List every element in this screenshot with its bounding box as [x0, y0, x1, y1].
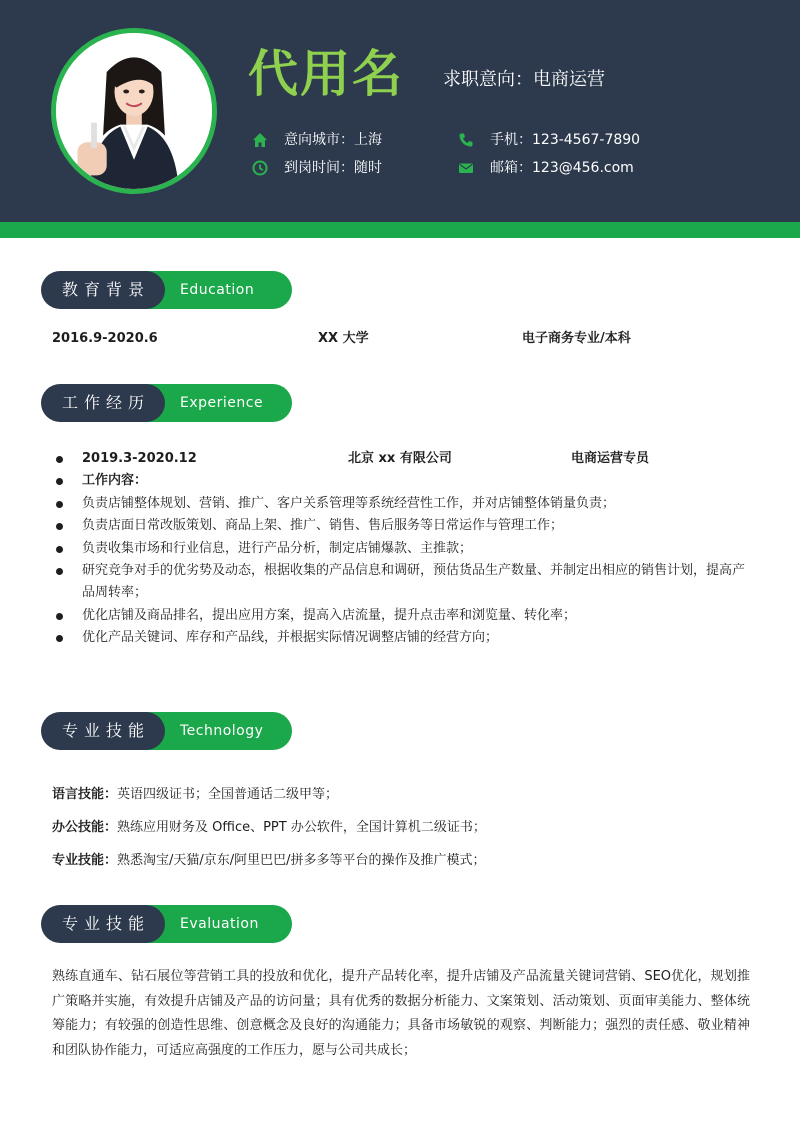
bullet-dot	[56, 568, 63, 575]
self-evaluation-text: 熟练直通车、钻石展位等营销工具的投放和优化，提升产品转化率，提升店铺及产品流量关键词营销、SEO优化，规划推广策略并实施，有效提升店铺及产品的访问量；具有优秀的数据分析能力、文案策划、活动策划、页面审美能力、整体统筹能力；有较强的创造性思维、创意概念及良好的沟通能力；具备市场敏锐的观察、判断能力；强烈的责任感、敬业精神和团队协作能力，可适应高强度的工作压力，愿与公司共成长；	[52, 969, 750, 1058]
skill-office	[52, 818, 486, 838]
education-period: 2016.9-2020.6	[52, 331, 158, 346]
experience-period: 2019.3-2020.12	[82, 451, 197, 466]
phone-text: 手机：123-4567-7890	[490, 132, 641, 148]
experience-item: 负责店铺整体规划、营销、推广、客户关系管理等系统经营性工作，并对店铺整体销量负责；	[82, 495, 616, 511]
list-item	[52, 493, 752, 515]
skill-professional	[52, 851, 486, 871]
home-icon	[252, 132, 268, 148]
bullet-dot	[56, 613, 63, 620]
skill-professional-label: 专业技能：	[52, 853, 118, 868]
section-title-en: Evaluation	[180, 916, 259, 932]
experience-content-label: 工作内容：	[82, 473, 148, 489]
skill-language-label: 语言技能：	[52, 787, 118, 802]
mail-icon	[458, 160, 474, 176]
city-text: 意向城市：上海	[284, 132, 382, 148]
section-header-technology	[41, 712, 292, 750]
section-title-en: Experience	[180, 395, 264, 411]
list-item	[52, 560, 752, 605]
list-item	[52, 627, 752, 649]
skill-office-text: 熟练应用财务及 Office、PPT 办公软件，全国计算机二级证书；	[117, 820, 486, 835]
bullet-dot	[56, 523, 63, 530]
skill-professional-text: 熟悉淘宝/天猫/京东/阿里巴巴/拼多多等平台的操作及推广模式；	[117, 853, 486, 868]
experience-item: 负责收集市场和行业信息，进行产品分析，制定店铺爆款、主推款；	[82, 540, 473, 556]
section-title-cn: 工作经历	[61, 393, 150, 412]
phone-icon	[458, 132, 474, 148]
bullet-dot	[56, 478, 63, 485]
bullet-dot	[56, 456, 63, 463]
list-item	[52, 538, 752, 560]
list-item	[52, 515, 752, 537]
arrival-text: 到岗时间：随时	[284, 160, 382, 176]
bullet-dot	[56, 501, 63, 508]
email-row	[458, 159, 634, 177]
section-title-en: Education	[180, 282, 255, 298]
email-text: 邮箱：123@456.com	[490, 160, 634, 176]
clock-icon	[252, 160, 268, 176]
skill-language	[52, 785, 338, 805]
list-item	[52, 470, 752, 492]
arrival-row	[252, 159, 382, 177]
experience-list	[52, 448, 752, 650]
section-title-en: Technology	[180, 723, 264, 739]
skill-language-text: 英语四级证书；全国普通话二级甲等；	[117, 787, 339, 802]
city-row	[252, 131, 382, 149]
experience-position: 电商运营专员	[571, 451, 650, 466]
skill-office-label: 办公技能：	[52, 820, 118, 835]
bullet-dot	[56, 546, 63, 553]
section-header-evaluation	[41, 905, 292, 943]
section-header-education	[41, 271, 292, 309]
list-item	[52, 605, 752, 627]
profile-photo-illustration	[56, 33, 212, 189]
list-item	[52, 448, 752, 470]
experience-item: 优化产品关键词、库存和产品线，并根据实际情况调整店铺的经营方向；	[82, 630, 499, 646]
candidate-name: 代用名	[248, 45, 404, 103]
education-major: 电子商务专业/本科	[522, 331, 631, 346]
section-title-cn: 专业技能	[61, 914, 150, 933]
experience-company: 北京 xx 有限公司	[348, 451, 452, 466]
section-title-cn: 专业技能	[61, 721, 150, 740]
profile-photo	[51, 28, 217, 194]
header-accent-stripe	[0, 222, 800, 238]
phone-row	[458, 131, 640, 149]
experience-item: 研究竞争对手的优劣势及动态，根据收集的产品信息和调研，预估货品生产数量、并制定出相应的销售计划，提高产品周转率；	[82, 563, 746, 601]
experience-item: 优化店铺及商品排名，提出应用方案，提高入店流量，提升点击率和浏览量、转化率；	[82, 607, 577, 623]
job-objective: 求职意向：电商运营	[443, 69, 605, 90]
section-header-experience	[41, 384, 292, 422]
education-school: XX 大学	[318, 331, 369, 346]
section-title-cn: 教育背景	[61, 280, 150, 299]
experience-item: 负责店面日常改版策划、商品上架、推广、销售、售后服务等日常运作与管理工作；	[82, 518, 564, 534]
bullet-dot	[56, 635, 63, 642]
